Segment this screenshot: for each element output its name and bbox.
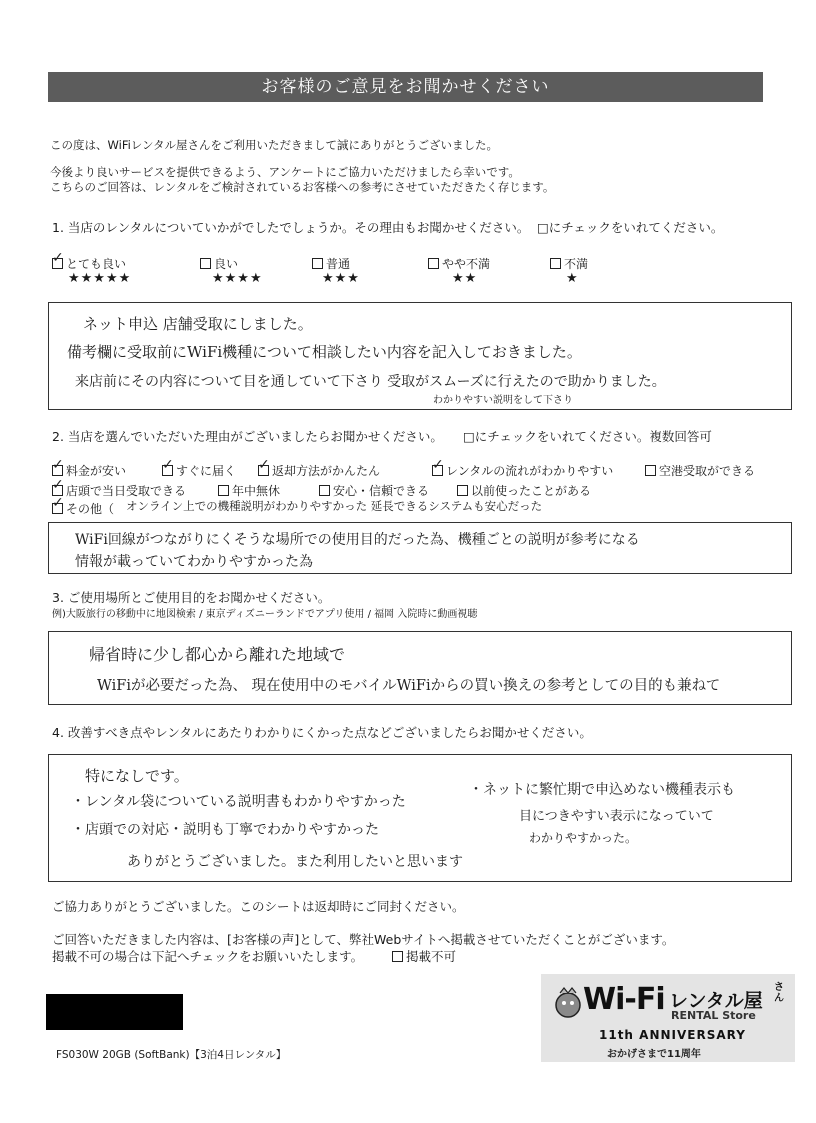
option-label: 店頭で当日受取できる	[66, 484, 187, 498]
reason-option-same-day[interactable]	[52, 482, 186, 499]
option-label: 返却方法がかんたん	[272, 464, 381, 478]
rating-option-somewhat-dissatisfied[interactable]	[428, 255, 490, 272]
q4-answer-box[interactable]	[48, 754, 792, 882]
intro-line-2: 今後より良いサービスを提供できるよう、アンケートにご協力いただけましたら幸いです。	[50, 165, 520, 179]
handwritten-line: 備考欄に受取前にWiFi機種について相談したい内容を記入しておきました。	[67, 343, 582, 361]
mascot-icon	[551, 986, 585, 1020]
option-label: 安心・信頼できる	[333, 484, 430, 498]
option-label: 以前使ったことがある	[471, 484, 592, 498]
reason-option-used-before[interactable]	[457, 482, 591, 499]
option-label: その他（	[66, 502, 115, 516]
logo-anniversary: 11th ANNIVERSARY	[599, 1028, 746, 1042]
rating-option-average[interactable]	[312, 255, 350, 272]
checkbox-icon[interactable]	[312, 258, 323, 269]
optout-label: 掲載不可	[406, 949, 457, 964]
publish-notice-1: ご回答いただきました内容は、[お客様の声]として、弊社Webサイトへ掲載させていただくことがございます。	[52, 932, 675, 947]
checkbox-icon[interactable]	[645, 465, 656, 476]
intro-line-3: こちらのご回答は、レンタルをご検討されているお客様への参考にさせていただきたく存じます。	[50, 180, 555, 194]
q2-answer-box[interactable]	[48, 522, 792, 574]
handwritten-line: わかりやすい説明をして下さり	[433, 395, 573, 406]
reason-option-easy-return[interactable]	[258, 462, 380, 479]
q2-hint: □にチェックをいれてください。複数回答可	[463, 429, 712, 444]
checkbox-icon[interactable]	[392, 951, 403, 962]
logo-sub: RENTAL Store	[671, 1009, 756, 1022]
checkbox-icon[interactable]	[162, 465, 173, 476]
rating-option-good[interactable]	[200, 255, 238, 272]
handwritten-line: ・店頭での対応・説明も丁寧でわかりやすかった	[71, 822, 379, 838]
handwritten-line: ネット申込 店舗受取にしました。	[83, 315, 313, 333]
handwritten-line: 来店前にその内容について目を通していて下さり 受取がスムーズに行えたので助かりました。	[75, 374, 666, 390]
q1-hint: □にチェックをいれてください。	[537, 220, 724, 235]
rating-label: やや不満	[442, 257, 491, 271]
handwritten-line: 目につきやすい表示になっていて	[519, 809, 714, 824]
reason-option-fast-delivery[interactable]	[162, 462, 236, 479]
q1-answer-box[interactable]	[48, 302, 792, 410]
q3-question: 3. ご使用場所とご使用目的をお聞かせください。	[52, 590, 331, 605]
rating-label: 不満	[564, 257, 589, 271]
handwritten-line: ・レンタル袋についている説明書もわかりやすかった	[71, 794, 406, 810]
page-title: お客様のご意見をお聞かせください	[48, 72, 763, 102]
checkbox-icon[interactable]	[457, 485, 468, 496]
product-info: FS030W 20GB (SoftBank)【3泊4日レンタル】	[56, 1049, 287, 1061]
redacted-block	[46, 994, 183, 1030]
option-label: レンタルの流れがわかりやすい	[446, 464, 614, 478]
checkbox-icon[interactable]	[52, 465, 63, 476]
checkbox-icon[interactable]	[52, 258, 63, 269]
handwritten-line: 帰省時に少し都心から離れた地域で	[89, 645, 346, 664]
reason-option-airport-pickup[interactable]	[645, 462, 755, 479]
option-label: 年中無休	[232, 484, 281, 498]
rating-stars: ★★	[452, 271, 478, 286]
rating-option-dissatisfied[interactable]	[550, 255, 588, 272]
checkbox-icon[interactable]	[200, 258, 211, 269]
handwritten-line: 情報が載っていてわかりやすかった為	[75, 554, 313, 570]
optout-checkbox[interactable]	[392, 949, 456, 965]
option-label: すぐに届く	[176, 464, 237, 478]
checkbox-icon[interactable]	[319, 485, 330, 496]
rating-stars: ★	[566, 271, 579, 286]
reason-option-open-all-year[interactable]	[218, 482, 280, 499]
q4-question: 4. 改善すべき点やレンタルにあたりわかりにくかった点などございましたらお聞かせください。	[52, 725, 592, 740]
checkbox-icon[interactable]	[52, 503, 63, 514]
thanks-text: ご協力ありがとうございました。このシートは返却時にご同封ください。	[52, 899, 465, 914]
rating-option-very-good[interactable]	[52, 255, 126, 272]
logo-brand: Wi-Fi	[583, 982, 665, 1017]
checkbox-icon[interactable]	[428, 258, 439, 269]
rating-label: 普通	[326, 257, 351, 271]
handwritten-line: わかりやすかった。	[529, 831, 638, 845]
rating-stars: ★★★★★	[68, 271, 132, 286]
q2-question: 2. 当店を選んでいただいた理由がございましたらお聞かせください。	[52, 429, 443, 444]
reason-option-other[interactable]	[52, 500, 114, 517]
handwritten-line: WiFi回線がつながりにくそうな場所での使用目的だった為、機種ごとの説明が参考になる	[75, 532, 640, 548]
q3-answer-box[interactable]	[48, 631, 792, 705]
reason-option-clear-flow[interactable]	[432, 462, 613, 479]
publish-notice-2: 掲載不可の場合は下記へチェックをお願いいたします。	[52, 949, 364, 964]
rating-stars: ★★★★	[212, 271, 263, 286]
checkbox-icon[interactable]	[218, 485, 229, 496]
checkbox-icon[interactable]	[550, 258, 561, 269]
logo-suffix: さん	[774, 982, 784, 1004]
option-label: 料金が安い	[66, 464, 127, 478]
handwritten-line: ありがとうございました。また利用したいと思います	[127, 854, 463, 870]
logo-name: レンタル屋	[669, 990, 763, 1012]
intro-line-1: この度は、WiFiレンタル屋さんをご利用いただきまして誠にありがとうございました。	[50, 138, 499, 152]
other-reason-text: オンライン上での機種説明がわかりやすかった 延長できるシステムも安心だった	[126, 499, 543, 513]
q3-example: 例)大阪旅行の移動中に地図検索 / 東京ディズニーランドでアプリ使用 / 福岡 入院時に動画視聴	[52, 609, 478, 620]
checkbox-icon[interactable]	[432, 465, 443, 476]
checkbox-icon[interactable]	[258, 465, 269, 476]
handwritten-line: WiFiが必要だった為、 現在使用中のモバイルWiFiからの買い換えの参考としての目的も兼ねて	[97, 678, 721, 694]
reason-option-trust[interactable]	[319, 482, 429, 499]
handwritten-line: 特になしです。	[85, 767, 189, 785]
q1-question: 1. 当店のレンタルについていかがでしたでしょうか。その理由もお聞かせください。	[52, 220, 530, 235]
logo-tagline: おかげさまで11周年	[607, 1049, 701, 1060]
rating-label: 良い	[214, 257, 239, 271]
option-label: 空港受取ができる	[659, 464, 756, 478]
handwritten-line: ・ネットに繁忙期で申込めない機種表示も	[469, 782, 735, 798]
rating-label: とても良い	[66, 257, 127, 271]
rating-stars: ★★★	[322, 271, 360, 286]
brand-logo	[541, 974, 795, 1062]
